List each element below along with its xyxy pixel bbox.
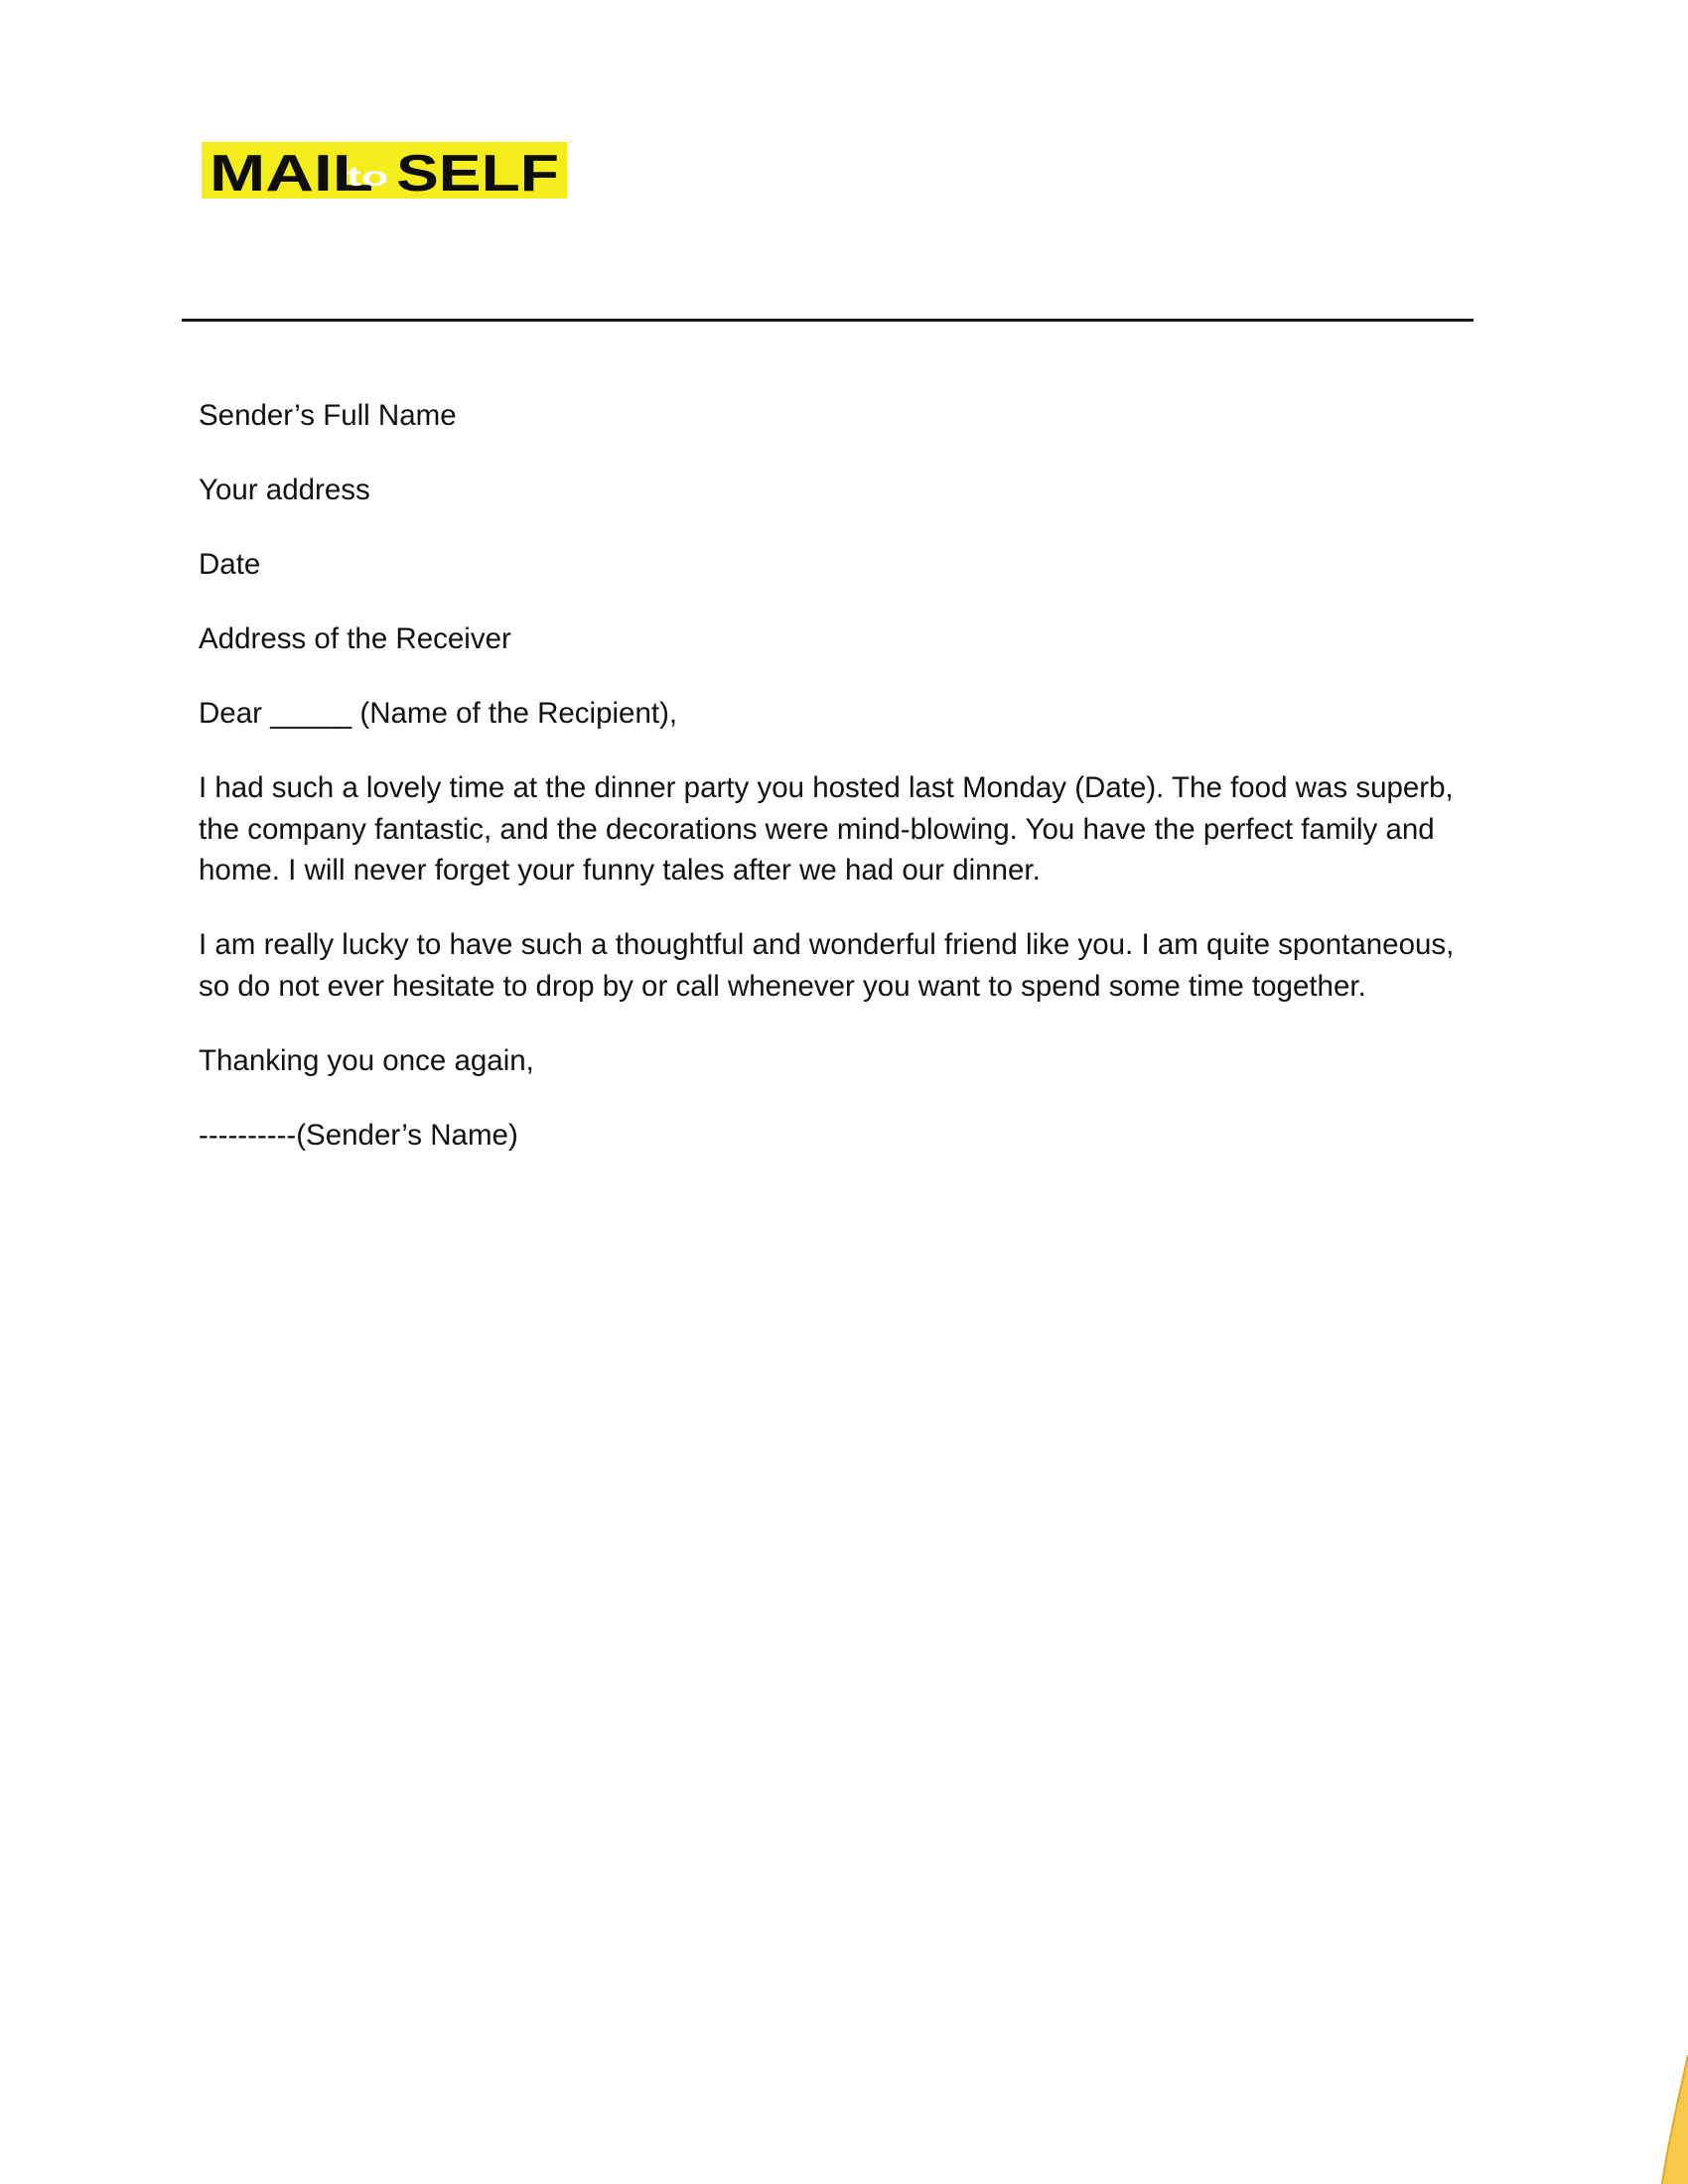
logo-graphic (202, 142, 567, 199)
logo-word-self: SELF (396, 145, 559, 199)
logo-word-to: to (347, 161, 388, 192)
signature-line: ----------(Sender’s Name) (199, 1118, 518, 1152)
logo-word-mail: MAIL (210, 145, 373, 199)
letter-date: Date (199, 548, 261, 581)
letter-body (199, 395, 1489, 1189)
salutation: Dear _____ (Name of the Recipient), (199, 697, 678, 730)
body-paragraph-1: I had such a lovely time at the dinner party you hosted last Monday (Date). The food was superb, the company fantastic, and the decorations were mind-blowing. You have the perfect family and home. I will never forget your funny tales after we had our dinner. (199, 771, 1454, 887)
sender-address: Your address (199, 474, 370, 506)
header-divider (182, 319, 1474, 322)
receiver-address: Address of the Receiver (199, 622, 511, 655)
body-paragraph-2: I am really lucky to have such a thoughtful and wonderful friend like you. I am quite spontaneous, so do not ever hesitate to drop by or call whenever you want to spend some time together. (199, 928, 1455, 1003)
closing-line: Thanking you once again, (199, 1043, 534, 1077)
sender-name: Sender’s Full Name (199, 399, 457, 432)
corner-decoration (1628, 2055, 1688, 2184)
mail-to-self-logo (202, 142, 567, 199)
